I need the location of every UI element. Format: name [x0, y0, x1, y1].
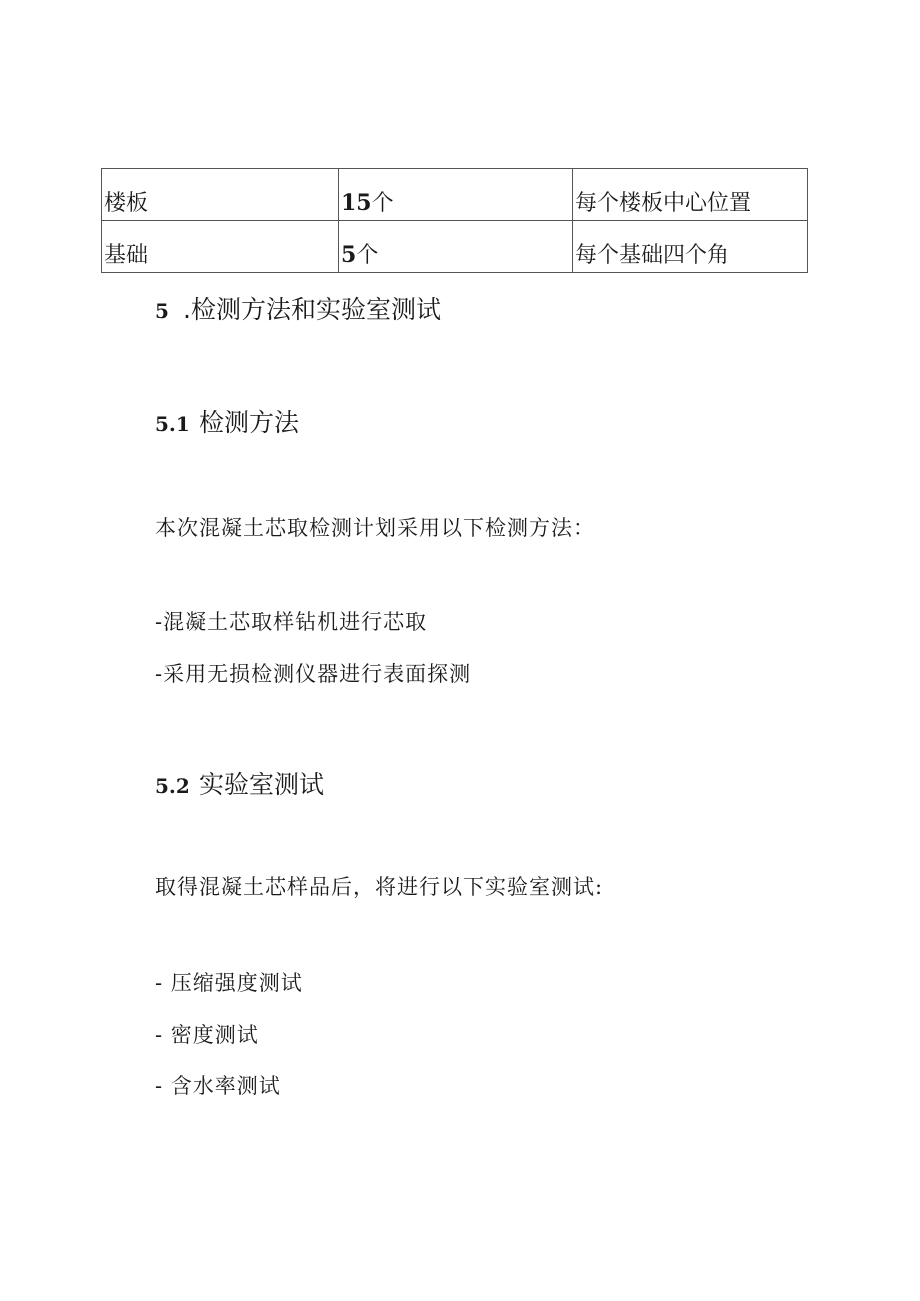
part-text: 基础 — [104, 243, 149, 268]
section-5-heading — [155, 290, 441, 326]
table-row — [102, 169, 808, 221]
list-item: - 含水率测试 — [155, 1074, 281, 1098]
count-unit: 个 — [371, 191, 394, 216]
section-title: 检测方法 — [199, 408, 300, 437]
list-item: -采用无损检测仪器进行表面探测 — [155, 662, 472, 686]
section-5-1-heading — [155, 403, 299, 439]
section-number: 5.2 — [155, 774, 190, 798]
section-title: .检测方法和实验室测试 — [183, 295, 441, 324]
location-text: 每个基础四个角 — [575, 243, 730, 268]
count-unit: 个 — [356, 243, 379, 268]
table-cell-part — [102, 221, 339, 273]
list-item: - 密度测试 — [155, 1023, 259, 1047]
table-cell-count — [339, 221, 573, 273]
table-cell-count — [339, 169, 573, 221]
section-number: 5 — [155, 299, 169, 323]
list-item: -混凝土芯取样钻机进行芯取 — [155, 610, 428, 634]
section-title: 实验室测试 — [199, 770, 325, 799]
table-cell-part — [102, 169, 339, 221]
section-5-2-heading — [155, 765, 324, 801]
table-row — [102, 221, 808, 273]
list-item: - 压缩强度测试 — [155, 971, 303, 995]
part-text: 楼板 — [104, 191, 149, 216]
location-text: 每个楼板中心位置 — [575, 191, 752, 216]
sampling-table — [101, 168, 808, 273]
section-5-1-intro: 本次混凝土芯取检测计划采用以下检测方法： — [155, 516, 595, 540]
table-cell-location — [573, 221, 808, 273]
count-number: 15 — [341, 190, 372, 216]
section-5-2-intro: 取得混凝土芯样品后，将进行以下实验室测试: — [155, 875, 604, 899]
table-cell-location — [573, 169, 808, 221]
section-number: 5.1 — [155, 412, 190, 436]
count-number: 5 — [341, 242, 357, 268]
